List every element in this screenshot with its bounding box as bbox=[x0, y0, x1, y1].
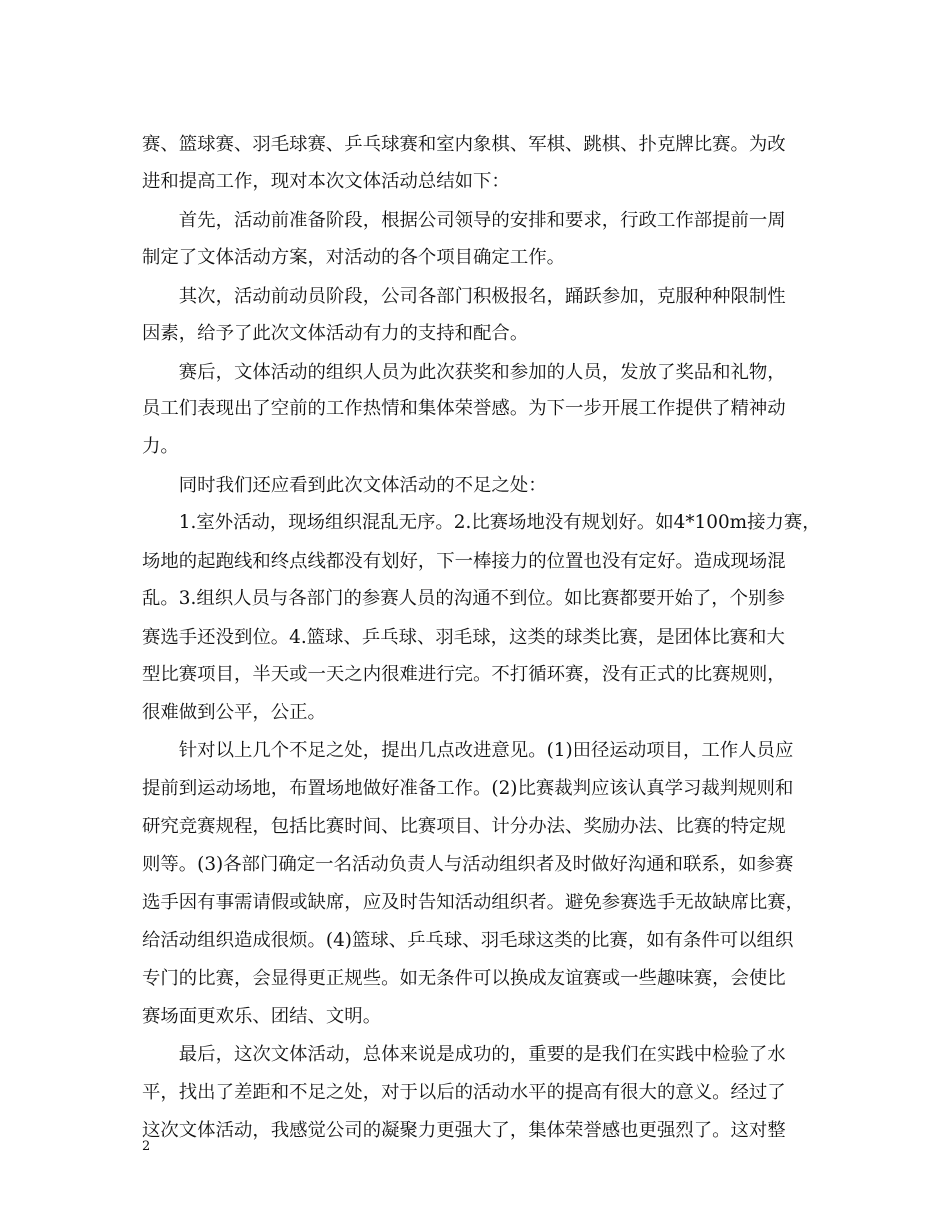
text-line: 很难做到公平，公正。 bbox=[142, 702, 326, 723]
text-line: 专门的比赛，会显得更正规些。如无条件可以换成友谊赛或一些趣味赛，会使比 bbox=[142, 968, 786, 989]
text-line: 首先，活动前准备阶段，根据公司领导的安排和要求，行政工作部提前一周 bbox=[142, 210, 786, 231]
text-line: 进和提高工作，现对本次文体活动总结如下： bbox=[142, 171, 510, 192]
page-number: 2 bbox=[142, 1139, 151, 1154]
text-line: 研究竞赛规程，包括比赛时间、比赛项目、计分办法、奖励办法、比赛的特定规 bbox=[142, 816, 786, 837]
text-line: 提前到运动场地，布置场地做好准备工作。(2)比赛裁判应该认真学习裁判规则和 bbox=[142, 778, 794, 799]
text-line: 赛后，文体活动的组织人员为此次获奖和参加的人员，发放了奖品和礼物， bbox=[142, 362, 786, 383]
text-line: 同时我们还应看到此次文体活动的不足之处： bbox=[142, 475, 547, 496]
text-line: 乱。3.组织人员与各部门的参赛人员的沟通不到位。如比赛都要开始了，个别参 bbox=[142, 588, 785, 609]
text-line: 赛选手还没到位。4.篮球、乒乓球、羽毛球，这类的球类比赛，是团体比赛和大 bbox=[142, 627, 785, 648]
text-line: 员工们表现出了空前的工作热情和集体荣誉感。为下一步开展工作提供了精神动 bbox=[142, 398, 786, 419]
text-line: 赛、篮球赛、羽毛球赛、乒乓球赛和室内象棋、军棋、跳棋、扑克牌比赛。为改 bbox=[142, 134, 786, 155]
text-line: 选手因有事需请假或缺席，应及时告知活动组织者。避免参赛选手无故缺席比赛， bbox=[142, 892, 805, 913]
text-line: 最后，这次文体活动，总体来说是成功的，重要的是我们在实践中检验了水 bbox=[142, 1044, 786, 1065]
text-line: 平，找出了差距和不足之处，对于以后的活动水平的提高有很大的意义。经过了 bbox=[142, 1082, 786, 1103]
text-line: 则等。(3)各部门确定一名活动负责人与活动组织者及时做好沟通和联系，如参赛 bbox=[142, 854, 794, 875]
text-line: 这次文体活动，我感觉公司的凝聚力更强大了，集体荣誉感也更强烈了。这对整 bbox=[142, 1120, 786, 1141]
text-line: 因素，给予了此次文体活动有力的支持和配合。 bbox=[142, 323, 529, 344]
text-line: 其次，活动前动员阶段，公司各部门积极报名，踊跃参加，克服种种限制性 bbox=[142, 286, 786, 307]
text-line: 制定了文体活动方案，对活动的各个项目确定工作。 bbox=[142, 247, 565, 268]
text-line: 1.室外活动，现场组织混乱无序。2.比赛场地没有规划好。如4*100m接力赛， bbox=[142, 512, 821, 533]
text-line: 针对以上几个不足之处，提出几点改进意见。(1)田径运动项目，工作人员应 bbox=[142, 740, 794, 761]
text-line: 场地的起跑线和终点线都没有划好，下一棒接力的位置也没有定好。造成现场混 bbox=[142, 551, 786, 572]
text-line: 赛场面更欢乐、团结、文明。 bbox=[142, 1006, 382, 1027]
text-line: 给活动组织造成很烦。(4)篮球、乒乓球、羽毛球这类的比赛，如有条件可以组织 bbox=[142, 930, 794, 951]
text-line: 力。 bbox=[142, 436, 179, 457]
text-line: 型比赛项目，半天或一天之内很难进行完。不打循环赛，没有正式的比赛规则， bbox=[142, 664, 786, 685]
